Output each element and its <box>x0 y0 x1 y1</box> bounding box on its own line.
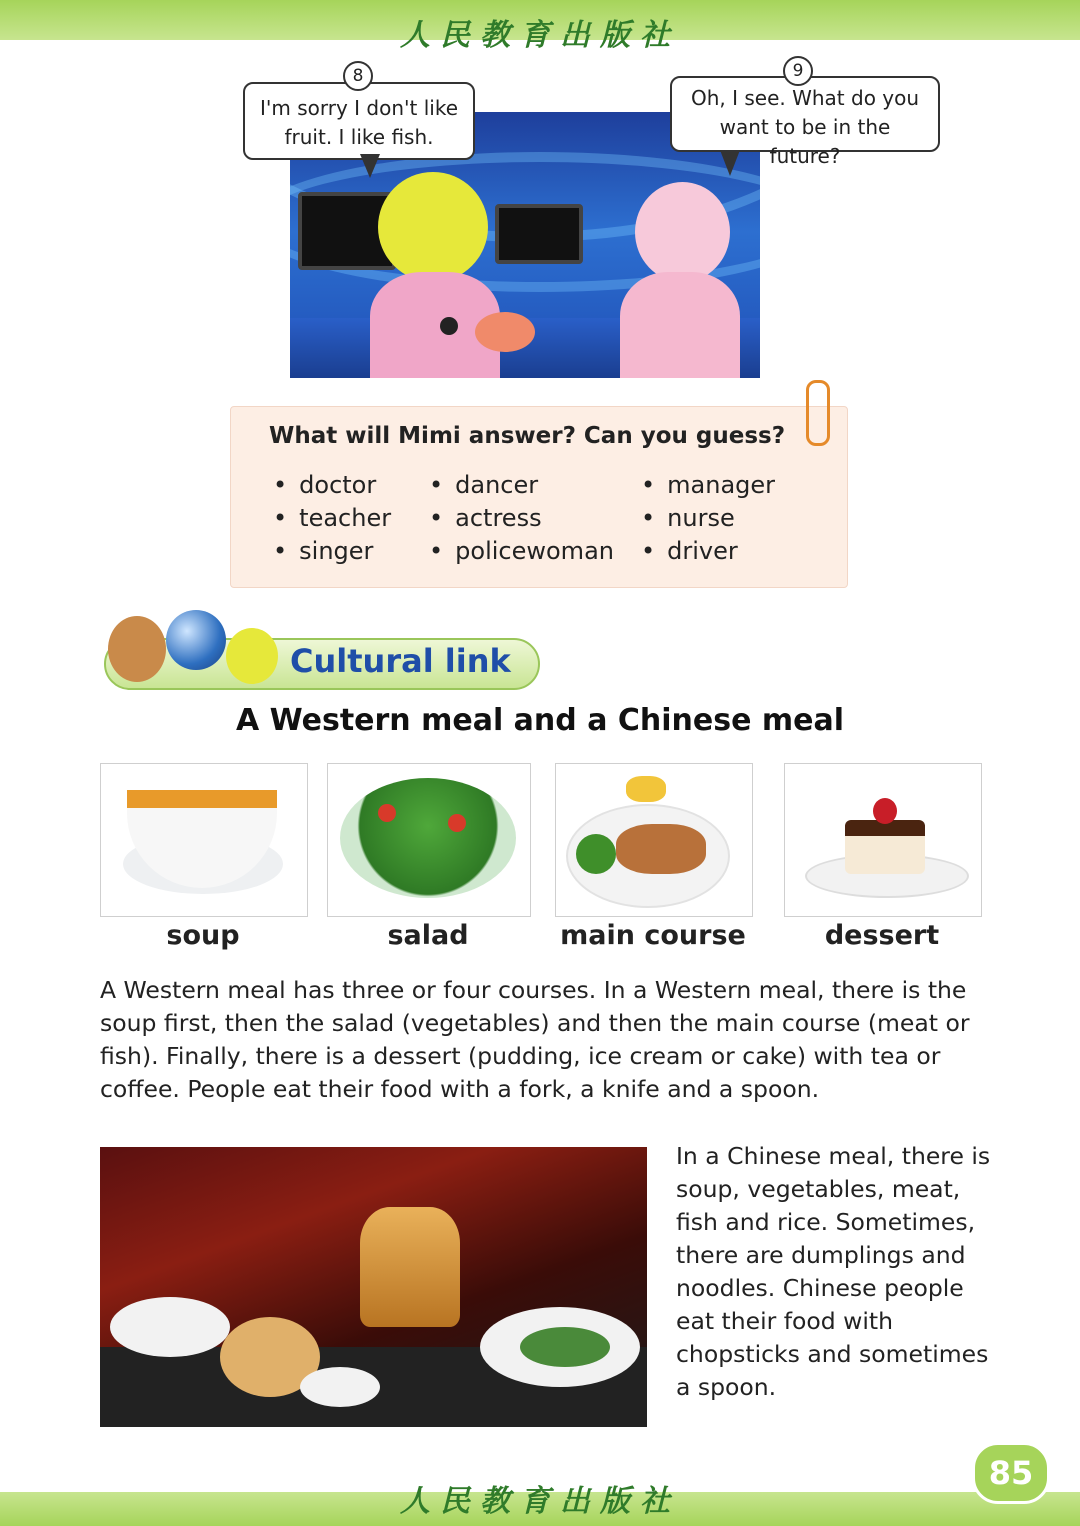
publisher-watermark-bottom: 人民教育出版社 <box>400 1484 680 1519</box>
speech-bubble-8 <box>243 82 475 160</box>
cat-mascot-icon <box>226 628 278 684</box>
page-number: 85 <box>972 1442 1050 1504</box>
guess-box <box>230 406 848 588</box>
job-item: • nurse <box>641 502 775 535</box>
chinese-meal-photo <box>100 1147 647 1427</box>
job-item: • actress <box>429 502 614 535</box>
speech-bubble-text: I'm sorry I don't like fruit. I like fish. <box>259 96 459 149</box>
job-column-2 <box>429 469 614 568</box>
job-column-3 <box>641 469 775 568</box>
western-meal-paragraph: A Western meal has three or four courses. In a Western meal, there is the soup first, then the salad (vegetables) and then the main course (meat or fish). Finally, there is a dessert (pudding, ice cream or cake) with tea or coffee. People eat their food with a fork, a knife and a spoon. <box>100 976 970 1103</box>
dessert-image <box>784 763 982 917</box>
job-item: • teacher <box>273 502 391 535</box>
food-label: soup <box>166 920 240 951</box>
job-item: • singer <box>273 535 391 568</box>
cat-character-head <box>378 172 488 282</box>
speech-bubble-tail <box>360 154 380 178</box>
soup-image <box>100 763 308 917</box>
speech-bubble-tail <box>720 150 740 176</box>
speech-bubble-9 <box>670 76 940 168</box>
job-item: • driver <box>641 535 775 568</box>
food-label: salad <box>387 920 469 951</box>
speech-bubble-text: Oh, I see. What do you want to be in the future? <box>690 86 920 168</box>
cultural-link-label: Cultural link <box>290 642 511 680</box>
monkey-mascot-icon <box>108 616 166 682</box>
job-item: • doctor <box>273 469 391 502</box>
guess-box-title: What will Mimi answer? Can you guess? <box>269 423 786 449</box>
chinese-meal-paragraph: In a Chinese meal, there is soup, vegetables, meat, fish and rice. Sometimes, there are dumplings and noodles. Chinese people eat their food with chopsticks and sometimes a spoon. <box>676 1142 991 1401</box>
main-course-image <box>555 763 753 917</box>
publisher-watermark-top: 人民教育出版社 <box>400 18 680 53</box>
job-item: • manager <box>641 469 775 502</box>
job-item: • policewoman <box>429 535 614 568</box>
section-title: A Western meal and a Chinese meal <box>235 703 845 738</box>
microphone <box>440 317 458 335</box>
bubble-number-9: 9 <box>783 56 813 86</box>
job-column-1 <box>273 469 391 568</box>
sheep-character-body <box>620 272 740 378</box>
salad-image <box>327 763 531 917</box>
sheep-character-head <box>635 182 730 282</box>
bubble-number-8: 8 <box>343 61 373 91</box>
globe-icon <box>166 610 226 670</box>
paperclip-icon <box>806 380 830 446</box>
job-item: • dancer <box>429 469 614 502</box>
food-label: dessert <box>824 920 940 951</box>
food-label: main course <box>560 920 746 951</box>
tv-screen <box>495 204 583 264</box>
flower-basket <box>475 312 535 352</box>
